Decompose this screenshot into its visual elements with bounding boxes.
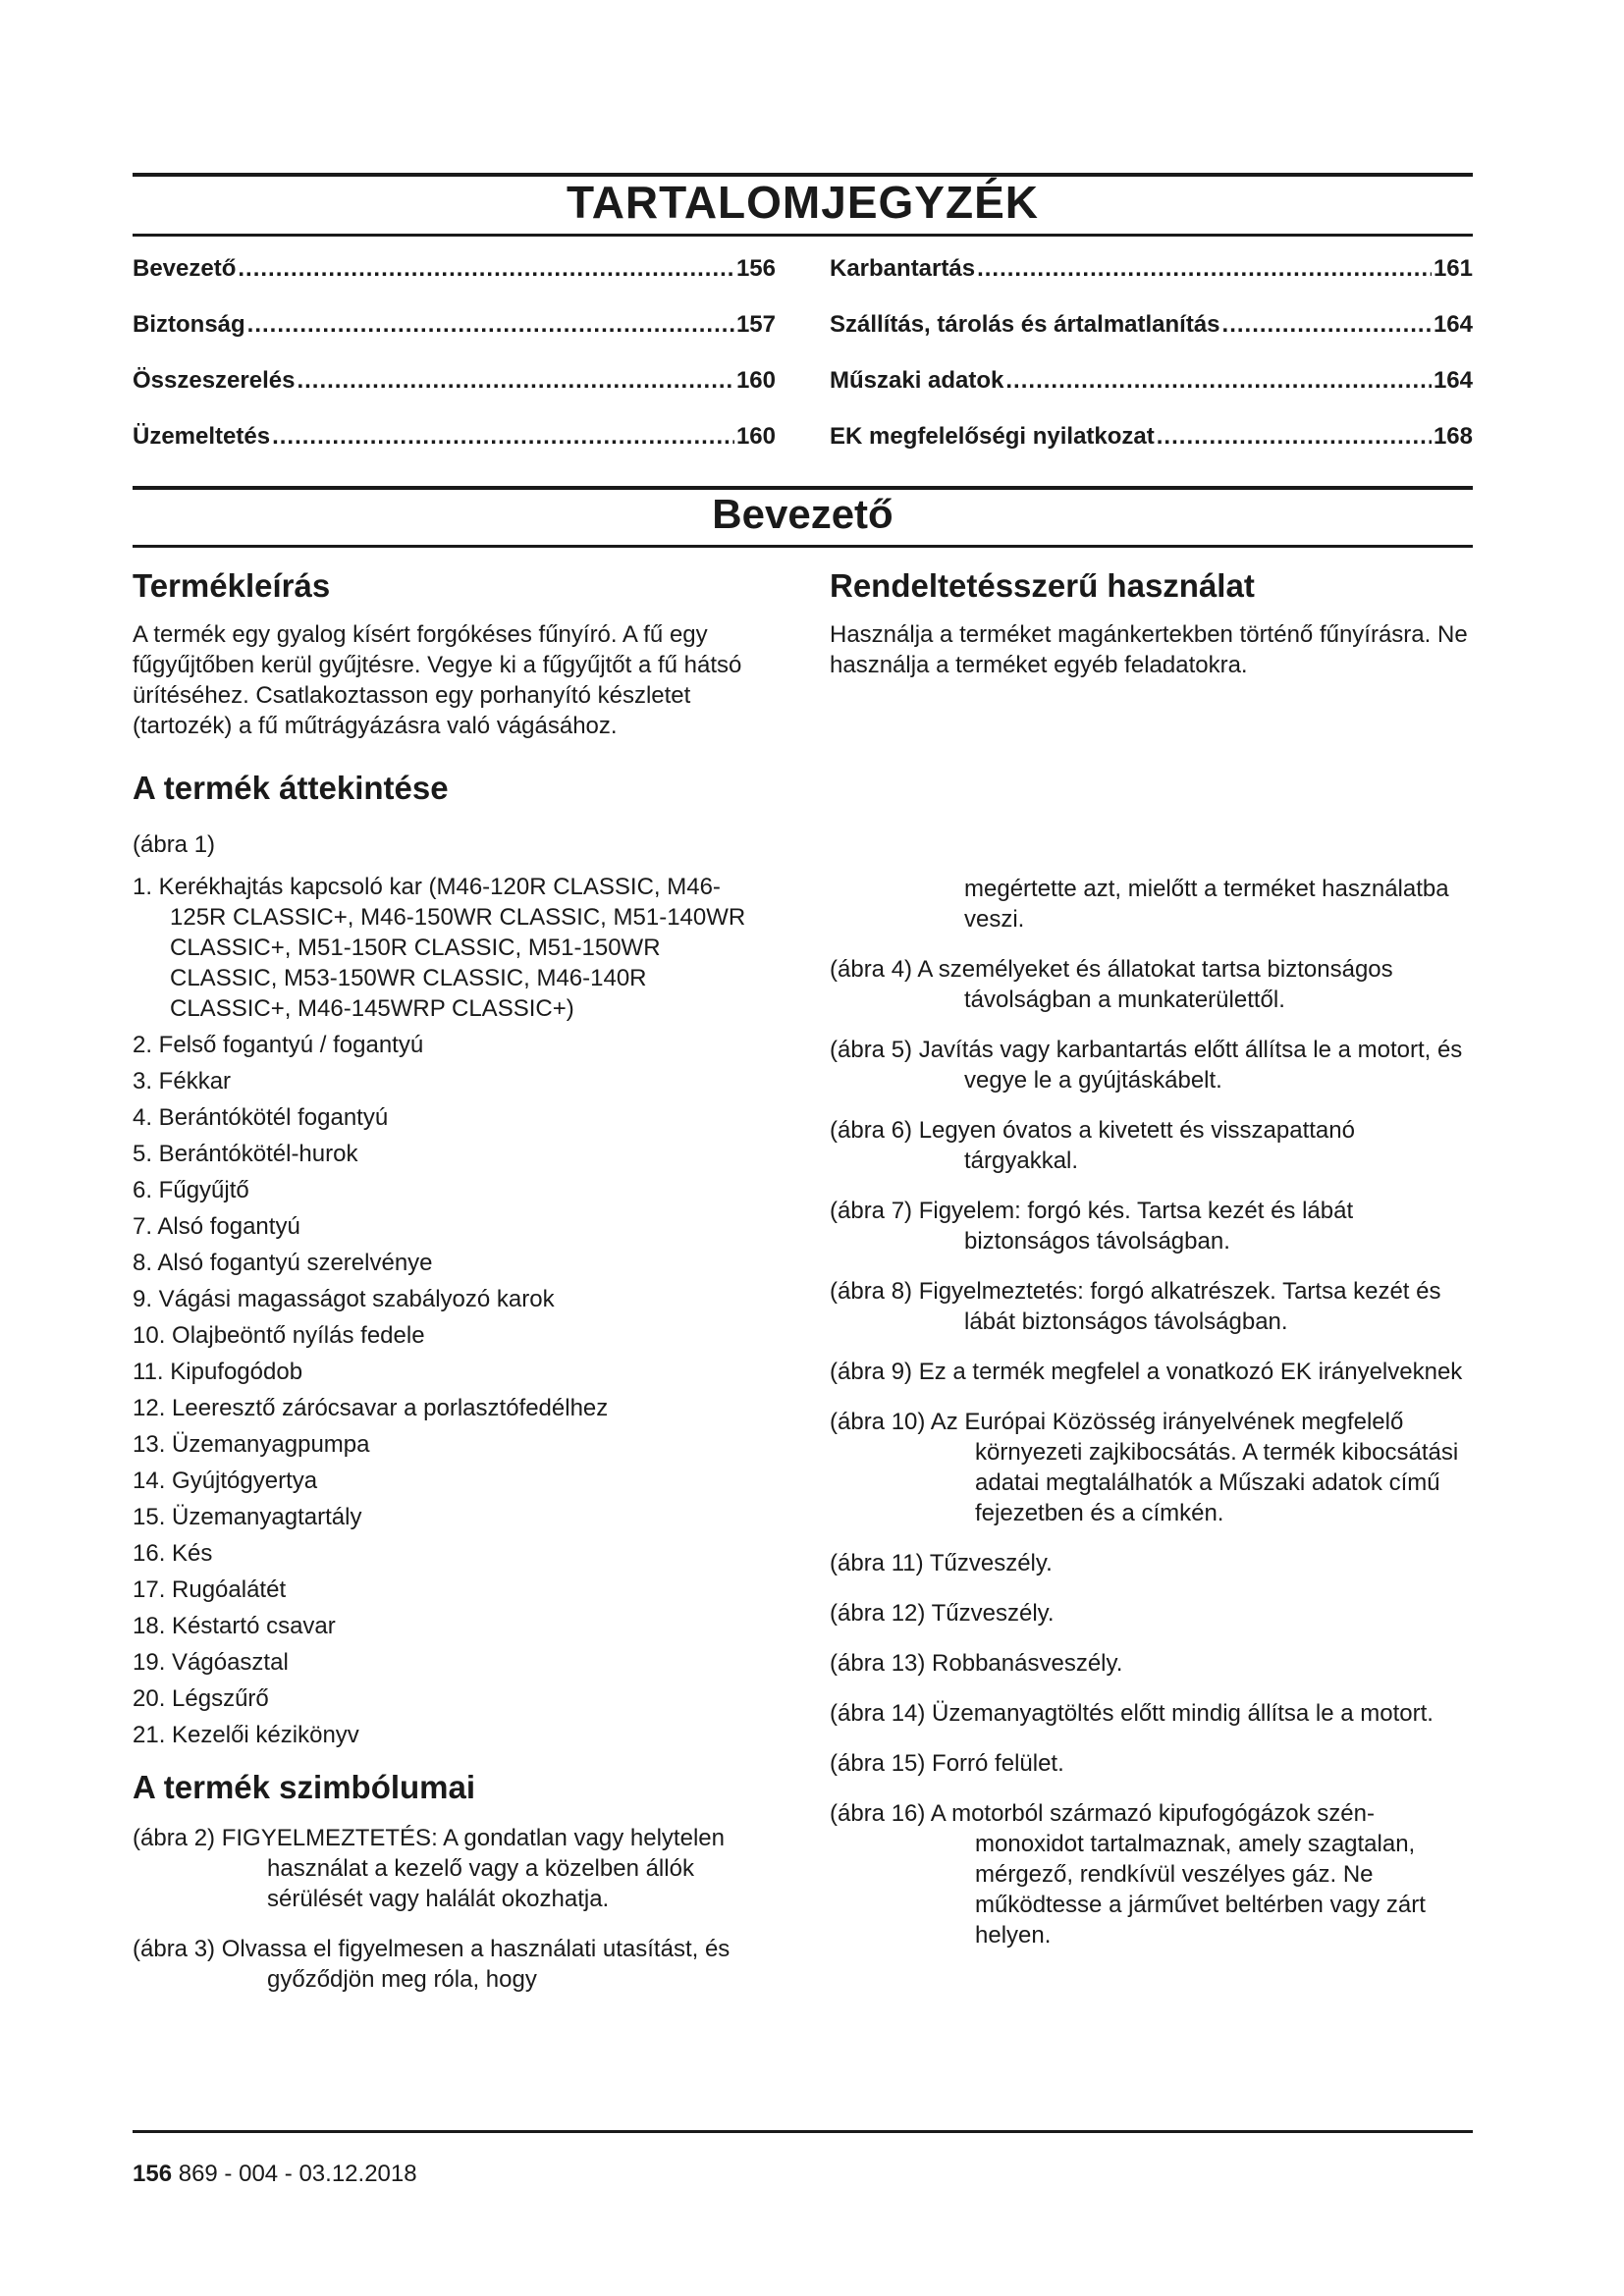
toc-entry-title: EK megfelelőségi nyilatkozat [830,423,1155,450]
toc-entry[interactable] [830,365,1473,421]
list-item: 4. Berántókötél fogantyú [133,1104,389,1131]
symbol-item: (ábra 6) Legyen óvatos a kivetett és visszapattanó tárgyakkal. [830,1117,1355,1174]
toc-entry[interactable] [830,253,1473,309]
list-item: 21. Kezelői kézikönyv [133,1722,359,1748]
list-item: 18. Késtartó csavar [133,1613,336,1639]
list-item: 13. Üzemanyagpumpa [133,1431,370,1458]
symbol-item: (ábra 3) Olvassa el figyelmesen a használati utasítást, és győződjön meg róla, hogy [133,1936,731,1993]
page-number: 156 [133,2161,173,2187]
symbol-item: (ábra 5) Javítás vagy karbantartás előtt állítsa le a motort, és vegye le a gyújtáskábelt. [830,1037,1463,1094]
toc-entry-page: 157 [735,311,776,338]
divider [133,545,1473,548]
list-item: 1. Kerékhajtás kapcsoló kar (M46-120R CLASSIC, M46-125R CLASSIC+, M46-150WR CLASSIC, M51-140WR CLASSIC+, M51-150R CLASSIC, M51-150WR CLASSIC, M53-150WR CLASSIC, M46-140R CLASSIC+, M46-145WRP CLASSIC+) [133,874,746,1022]
symbol-continuation: megértette azt, mielőtt a terméket használatba veszi. [964,876,1449,933]
toc-entry-page: 156 [735,255,776,282]
toc-entry-title: Bevezető [133,255,237,282]
page-footer [133,2160,417,2189]
list-item: 10. Olajbeöntő nyílás fedele [133,1322,425,1349]
toc-entry-title: Üzemeltetés [133,423,271,450]
toc-entry-page: 160 [735,423,776,450]
toc-entry[interactable] [133,253,776,309]
toc-entry-title: Összeszerelés [133,367,296,394]
list-item: 3. Fékkar [133,1068,232,1095]
toc-entry[interactable] [133,365,776,421]
toc-right-column [830,253,1473,477]
toc-title: TARTALOMJEGYZÉK [567,177,1039,228]
intended-use-heading: Rendeltetésszerű használat [830,567,1255,604]
symbol-item: (ábra 2) FIGYELMEZTETÉS: A gondatlan vagy helytelen használat a kezelő vagy a közelben állók sérülését vagy halálát okozhatja. [133,1825,725,1912]
product-description-heading: Termékleírás [133,567,331,604]
toc-entry-page: 164 [1433,311,1473,338]
figure-reference: (ábra 1) [133,831,216,858]
right-column [830,564,1468,1970]
list-item: 17. Rugóalátét [133,1576,287,1603]
left-column [133,564,771,2014]
divider [133,2130,1473,2133]
list-item: 20. Légszűrő [133,1685,269,1712]
symbol-item: (ábra 4) A személyeket és állatokat tartsa biztonságos távolságban a munkaterülettől. [830,956,1393,1013]
symbol-item: (ábra 12) Tűzveszély. [830,1600,1055,1627]
symbol-item: (ábra 11) Tűzveszély. [830,1550,1053,1576]
toc-entry-page: 168 [1433,423,1473,450]
toc-entry-title: Biztonság [133,311,245,338]
divider [133,234,1473,237]
toc-entry-title: Műszaki adatok [830,367,1004,394]
list-item: 6. Fűgyűjtő [133,1177,249,1203]
toc-entry-page: 164 [1433,367,1473,394]
toc-entry-title: Karbantartás [830,255,976,282]
list-item: 9. Vágási magasságot szabályozó karok [133,1286,555,1312]
list-item: 19. Vágóasztal [133,1649,289,1676]
symbol-item: (ábra 14) Üzemanyagtöltés előtt mindig állítsa le a motort. [830,1700,1434,1727]
toc-entry-page: 161 [1433,255,1473,282]
symbol-item: (ábra 7) Figyelem: forgó kés. Tartsa kezét és lábát biztonságos távolságban. [830,1198,1354,1255]
toc-entry[interactable] [830,421,1473,477]
overview-heading: A termék áttekintése [133,770,449,806]
list-item: 15. Üzemanyagtartály [133,1504,362,1530]
list-item: 11. Kipufogódob [133,1359,303,1385]
list-item: 2. Felső fogantyú / fogantyú [133,1032,424,1058]
toc-entry[interactable] [133,309,776,365]
symbol-item: (ábra 16) A motorból származó kipufogógázok szén-monoxidot tartalmaznak, amely szagtalan, mérgező, rendkívül veszélyes gáz. Ne működtesse a járművet beltérben vagy zárt helyen. [830,1800,1426,1949]
symbol-item: (ábra 9) Ez a termék megfelel a vonatkozó EK irányelveknek [830,1359,1463,1385]
toc-entry-title: Szállítás, tárolás és ártalmatlanítás [830,311,1220,338]
symbol-item: (ábra 10) Az Európai Közösség irányelvének megfelelő környezeti zajkibocsátás. A termék kibocsátási adatai megtalálhatók a Műszaki adatok című fejezetben és a címkén. [830,1409,1459,1526]
toc-entry-page: 160 [735,367,776,394]
overview-list [133,872,771,1750]
divider [133,486,1473,490]
list-item: 7. Alsó fogantyú [133,1213,300,1240]
list-item: 8. Alsó fogantyú szerelvénye [133,1250,433,1276]
list-item: 14. Gyújtógyertya [133,1468,318,1494]
toc-left-column [133,253,776,477]
symbols-heading: A termék szimbólumai [133,1769,476,1805]
intended-use-text: Használja a terméket magánkertekben történő fűnyírásra. Ne használja a terméket egyéb feladatokra. [830,621,1468,678]
list-item: 5. Berántókötél-hurok [133,1141,358,1167]
symbol-item: (ábra 15) Forró felület. [830,1750,1064,1777]
document-code: 869 - 004 - 03.12.2018 [178,2161,417,2187]
product-description-text: A termék egy gyalog kísért forgókéses fűnyíró. A fű egy fűgyűjtőben kerül gyűjtésre. Vegye ki a fűgyűjtőt a fű hátsó ürítéséhez. Csatlakoztasson egy porhanyító készletet (tartozék) a fű műtrágyázásra való vágásához. [133,621,742,739]
section-title: Bevezető [712,491,893,537]
list-item: 12. Leeresztő zárócsavar a porlasztófedélhez [133,1395,609,1421]
toc-entry[interactable] [830,309,1473,365]
list-item: 16. Kés [133,1540,213,1567]
toc-entry[interactable] [133,421,776,477]
symbol-item: (ábra 13) Robbanásveszély. [830,1650,1123,1677]
symbol-item: (ábra 8) Figyelmeztetés: forgó alkatrészek. Tartsa kezét és lábát biztonságos távolságban. [830,1278,1441,1335]
